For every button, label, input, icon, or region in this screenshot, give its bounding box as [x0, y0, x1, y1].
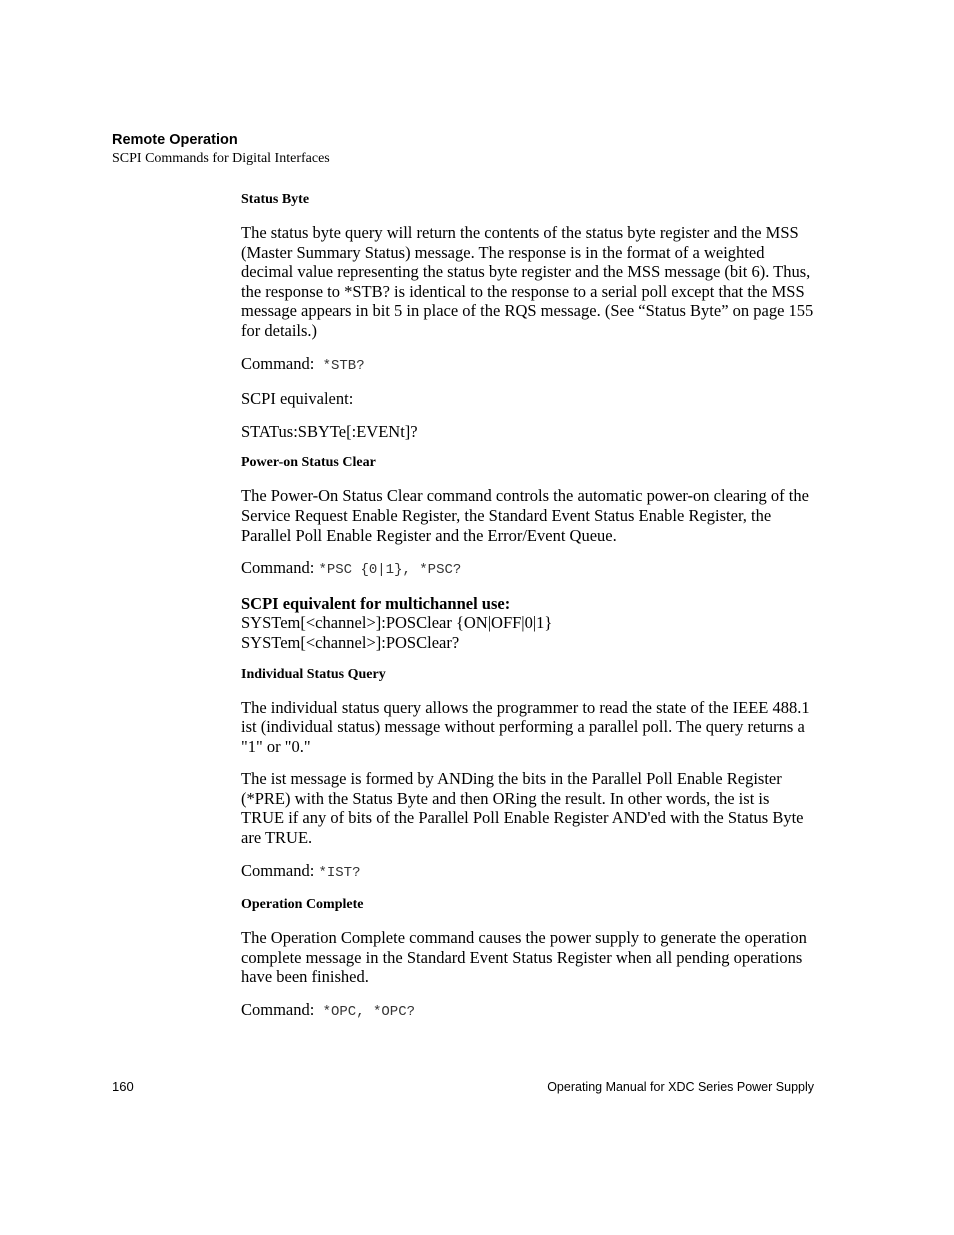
section-heading: Individual Status Query [241, 666, 386, 682]
command-label: Command: [241, 558, 315, 578]
scpi-command: SYSTem[<channel>]:POSClear? [241, 632, 460, 652]
page-number: 160 [112, 1079, 134, 1094]
section-body: The ist message is formed by ANDing the bits in the Parallel Poll Enable Register (*PRE) with the Status Byte and then ORing the result. In other words, the ist is TRUE if any of bits of the Parallel Poll Enable Register AND'ed with the Status Byte are TRUE. [241, 769, 804, 848]
scpi-label: SCPI equivalent: [241, 389, 354, 409]
page-content [241, 191, 816, 1036]
scpi-block [241, 594, 816, 653]
section-body: The individual status query allows the programmer to read the state of the IEEE 488.1 ist (individual status) message without performing a parallel poll. The query returns a "1" or "0." [241, 697, 810, 756]
command-line [241, 354, 816, 377]
section-body: The status byte query will return the contents of the status byte register and the MSS (Master Summary Status) message. The response is in the format of a weighted decimal value representing the status byte register and the MSS message (bit 6). Thus, the response to *STB? is identical to the response to a serial poll except that the MSS message appears in bit 5 in place of the RQS message. (See “Status Byte” on page 155 for details.) [241, 223, 814, 340]
footer-manual-title: Operating Manual for XDC Series Power Supply [547, 1080, 814, 1094]
command-code: *PSC {0|1}, *PSC? [318, 562, 462, 579]
scpi-command: SYSTem[<channel>]:POSClear {ON|OFF|0|1} [241, 613, 553, 633]
command-code: *STB? [322, 357, 365, 374]
section-status-byte [241, 191, 816, 441]
section-body: The Operation Complete command causes the power supply to generate the operation complete message in the Standard Event Status Register when all pending operations have been finished. [241, 928, 807, 987]
running-header-subtitle: SCPI Commands for Digital Interfaces [112, 151, 330, 166]
section-heading: Power-on Status Clear [241, 455, 376, 471]
command-label: Command: [241, 860, 315, 880]
command-code: *OPC, *OPC? [322, 1004, 416, 1021]
command-label: Command: [241, 1000, 315, 1020]
command-line [241, 558, 816, 581]
command-code: *IST? [318, 864, 361, 881]
section-body: The Power-On Status Clear command controls the automatic power-on clearing of the Service Request Enable Register, the Standard Event Status Enable Register, the Parallel Poll Enable Register and the Error/Event Queue. [241, 486, 809, 545]
running-header-title: Remote Operation [112, 132, 238, 148]
section-heading: Status Byte [241, 192, 310, 207]
section-operation-complete [241, 896, 816, 1022]
section-power-on-status-clear [241, 454, 816, 652]
scpi-label: SCPI equivalent for multichannel use: [241, 593, 511, 613]
section-heading: Operation Complete [241, 897, 364, 913]
command-line [241, 861, 816, 884]
command-line [241, 1000, 816, 1023]
command-label: Command: [241, 353, 315, 373]
scpi-command: STATus:SBYTe[:EVENt]? [241, 421, 418, 441]
section-individual-status-query [241, 666, 816, 884]
